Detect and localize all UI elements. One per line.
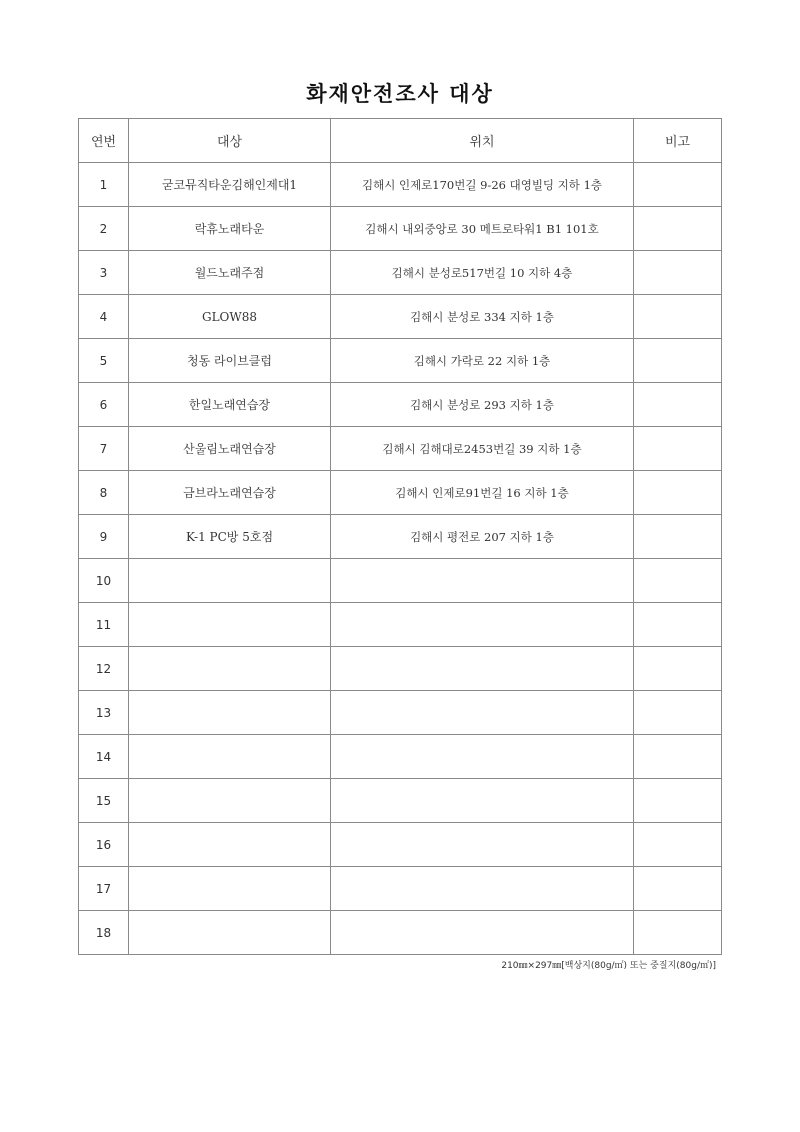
cell-number: 16 [79, 823, 129, 867]
cell-target: 굳코뮤직타운김해인제대1 [129, 163, 331, 207]
cell-note [634, 735, 722, 779]
cell-note [634, 427, 722, 471]
cell-note [634, 515, 722, 559]
cell-number: 7 [79, 427, 129, 471]
cell-note [634, 691, 722, 735]
cell-number: 3 [79, 251, 129, 295]
header-target: 대상 [129, 119, 331, 163]
cell-location [331, 779, 634, 823]
cell-location [331, 559, 634, 603]
cell-number: 10 [79, 559, 129, 603]
paper-spec-footnote: 210㎜×297㎜[백상지(80g/㎡) 또는 중질지(80g/㎡)] [501, 961, 716, 971]
cell-target: K-1 PC방 5호점 [129, 515, 331, 559]
header-location: 위치 [331, 119, 634, 163]
cell-note [634, 823, 722, 867]
table-row [79, 427, 722, 471]
cell-note [634, 207, 722, 251]
cell-number: 4 [79, 295, 129, 339]
cell-number: 14 [79, 735, 129, 779]
cell-target [129, 823, 331, 867]
table-row [79, 559, 722, 603]
cell-target: 청동 라이브클럽 [129, 339, 331, 383]
cell-target [129, 735, 331, 779]
cell-note [634, 603, 722, 647]
cell-number: 11 [79, 603, 129, 647]
cell-location: 김해시 인제로91번길 16 지하 1층 [331, 471, 634, 515]
table-row [79, 823, 722, 867]
table-row [79, 691, 722, 735]
cell-location [331, 867, 634, 911]
cell-target [129, 559, 331, 603]
table-body [79, 163, 722, 955]
cell-target [129, 691, 331, 735]
cell-location [331, 647, 634, 691]
cell-note [634, 867, 722, 911]
cell-location: 김해시 분성로 293 지하 1층 [331, 383, 634, 427]
cell-target [129, 911, 331, 955]
cell-target: 락휴노래타운 [129, 207, 331, 251]
cell-location [331, 603, 634, 647]
cell-location [331, 823, 634, 867]
cell-location: 김해시 인제로170번길 9-26 대영빌딩 지하 1층 [331, 163, 634, 207]
cell-target [129, 867, 331, 911]
cell-note [634, 779, 722, 823]
cell-target: 금브라노래연습장 [129, 471, 331, 515]
cell-location: 김해시 분성로517번길 10 지하 4층 [331, 251, 634, 295]
table-row [79, 339, 722, 383]
cell-note [634, 339, 722, 383]
cell-location: 김해시 분성로 334 지하 1층 [331, 295, 634, 339]
cell-note [634, 559, 722, 603]
cell-number: 9 [79, 515, 129, 559]
cell-number: 1 [79, 163, 129, 207]
cell-number: 17 [79, 867, 129, 911]
cell-note [634, 383, 722, 427]
cell-target: 월드노래주점 [129, 251, 331, 295]
cell-note [634, 295, 722, 339]
table-row [79, 207, 722, 251]
table-row [79, 647, 722, 691]
header-number: 연번 [79, 119, 129, 163]
cell-note [634, 471, 722, 515]
table-row [79, 779, 722, 823]
cell-note [634, 251, 722, 295]
cell-target [129, 603, 331, 647]
cell-note [634, 647, 722, 691]
table-row [79, 603, 722, 647]
cell-number: 2 [79, 207, 129, 251]
table-row [79, 911, 722, 955]
header-note: 비고 [634, 119, 722, 163]
cell-target: GLOW88 [129, 295, 331, 339]
page-title: 화재안전조사 대상 [306, 82, 494, 106]
cell-number: 8 [79, 471, 129, 515]
cell-number: 18 [79, 911, 129, 955]
cell-location: 김해시 김해대로2453번길 39 지하 1층 [331, 427, 634, 471]
table-row [79, 471, 722, 515]
cell-note [634, 911, 722, 955]
cell-target: 한일노래연습장 [129, 383, 331, 427]
cell-location: 김해시 내외중앙로 30 메트로타워1 B1 101호 [331, 207, 634, 251]
cell-number: 5 [79, 339, 129, 383]
cell-location: 김해시 가락로 22 지하 1층 [331, 339, 634, 383]
cell-number: 15 [79, 779, 129, 823]
cell-location [331, 691, 634, 735]
table-row [79, 251, 722, 295]
table-row [79, 295, 722, 339]
cell-target: 산울림노래연습장 [129, 427, 331, 471]
cell-target [129, 647, 331, 691]
table-row [79, 735, 722, 779]
cell-location [331, 735, 634, 779]
cell-number: 12 [79, 647, 129, 691]
table-row [79, 515, 722, 559]
cell-location: 김해시 평전로 207 지하 1층 [331, 515, 634, 559]
table-header-row [79, 119, 722, 163]
cell-target [129, 779, 331, 823]
table-row [79, 383, 722, 427]
cell-number: 6 [79, 383, 129, 427]
inspection-table [78, 118, 722, 955]
cell-location [331, 911, 634, 955]
table-row [79, 163, 722, 207]
cell-number: 13 [79, 691, 129, 735]
cell-note [634, 163, 722, 207]
table-row [79, 867, 722, 911]
